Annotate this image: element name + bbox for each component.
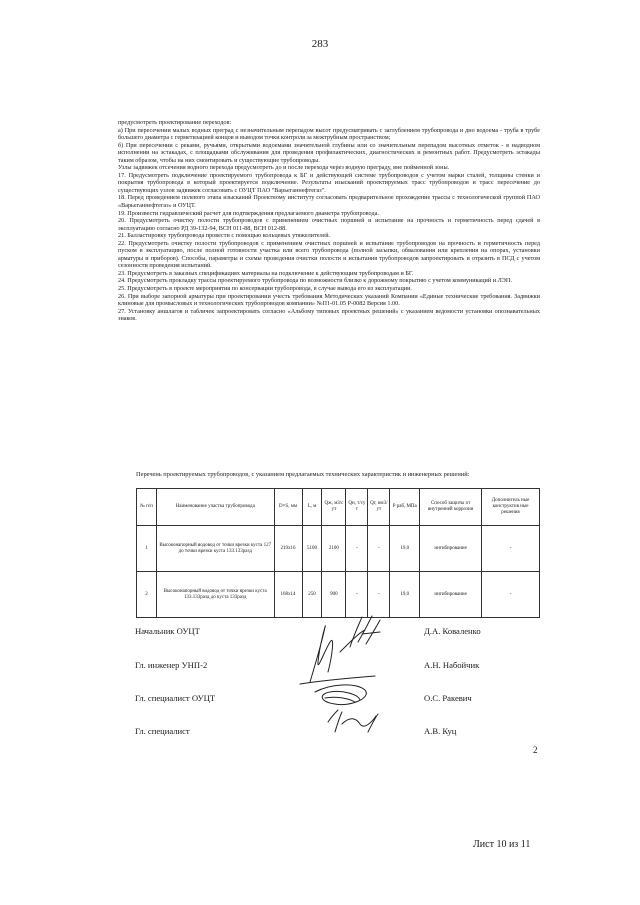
table-cell: ингибирование xyxy=(420,526,482,572)
table-header-row xyxy=(137,489,540,526)
paragraph: предусмотреть проектирование переходов: xyxy=(118,119,232,126)
table-cell: 19,0 xyxy=(390,526,420,572)
table-cell: - xyxy=(346,526,368,572)
signatory-position: Гл. специалист ОУЦТ xyxy=(135,693,216,703)
table-cell: Высоконапорный водовод от точки врезки куста 133.133разд до куста 133разд xyxy=(156,572,274,618)
table-cell: 1 xyxy=(137,526,157,572)
column-header: № п/п xyxy=(137,489,157,526)
page-number: 283 xyxy=(311,38,329,50)
signature-kovalenko xyxy=(300,626,375,684)
signatory-position: Гл. инженер УНП-2 xyxy=(135,660,208,670)
table-cell: 219х16 xyxy=(274,526,302,572)
signature-naboychik xyxy=(350,616,380,647)
paragraph: 23. Предусмотреть в заказных спецификациях материалы на подключение к действующим трубопроводам и БГ. xyxy=(118,269,414,277)
column-header: L, м xyxy=(302,489,322,526)
paragraph: Узлы задвижек отсечения водного перехода предусмотреть до и после перехода через водную преграду, вне пойменной зоны. xyxy=(118,164,450,172)
table-cell: - xyxy=(346,572,368,618)
table-cell: 900 xyxy=(322,572,346,618)
paragraph: а) При пересечении малых водных преград с незначительным перепадом высот предусматривать с заглублением трубопровода и дно водоема - труба в трубе большего диаметра с герметизацией концов и выводом точки контроля за межтрубным пространством; xyxy=(118,126,540,142)
paragraph: 19. Произвести гидравлический расчет для подтверждения предлагаемого диаметра трубопровода. xyxy=(118,209,379,217)
table-row xyxy=(137,526,540,572)
requirements-text xyxy=(118,119,540,323)
paragraph: б) При пересечении с реками, ручьями, открытыми водоемами значительной глубины или со значительным перепадом высотных отметок - в надводном исполнении на эстакадах, с площадками обслуживания для проведения профилактических, диагностических и ремонтных работ. Предусмотреть эстакады таким образом, чтобы на них смонтировать и существующие трубопроводы. xyxy=(118,141,540,164)
paragraph: 20. Предусмотреть очистку полости трубопроводов с применением очистных поршней и испытание на прочность и герметичность перед сдачей в эксплуатацию согласно РД 39-132-94, ВСН 011-88, ВСН 012-88. xyxy=(118,217,540,232)
table-cell: 168х14 xyxy=(274,572,302,618)
table-cell: - xyxy=(368,526,390,572)
sheet-counter: Лист 10 из 11 xyxy=(473,839,531,850)
table-cell: 250 xyxy=(302,572,322,618)
table-cell: 5100 xyxy=(302,526,322,572)
paragraph: 22. Предусмотреть очистку полости трубопроводов с применением очистных поршней и испытание трубопроводов на прочность и герметичность перед пуском в эксплуатацию, после полной готовности участка или всего трубопровода (полной засыпки, обвалования или крепления на опорах, установки арматуры и приборов). Способы, параметры и схемы проведения очистки полости и испытания трубопроводов запроектировать и отразить в ПСД с учетом сезонности проведения испытаний. xyxy=(118,239,540,270)
table-cell: ингибирование xyxy=(420,572,482,618)
column-header: Наименование участка трубопровода xyxy=(156,489,274,526)
table-cell: 19,0 xyxy=(390,572,420,618)
paragraph: 26. При выборе запорной арматуры при проектировании учесть требования Методических указаний Компании «Единые технические требования. Задвижки клиновые для промысловых и технологических трубопроводов компании» №П1-01.05 Р-0082 Версия 1.00. xyxy=(118,292,540,308)
paragraph: 25. Предусмотреть в проекте мероприятия по консервации трубопровода, в случае вывода его из эксплуатации. xyxy=(118,285,412,293)
signature-rakevich xyxy=(315,685,366,705)
signatory-name: А.В. Куц xyxy=(424,726,457,736)
signatory-name: Д.А. Коваленко xyxy=(424,626,481,636)
column-header: Р раб, МПа xyxy=(390,489,420,526)
page-footnote-number: 2 xyxy=(533,745,538,755)
paragraph: 27. Установку аншлагов и табличек запроектировать согласно «Альбому типовых проектных решений» с указанием ведомости установки опознавательных знаков. xyxy=(118,307,540,323)
paragraph: 18. Перед проведением полевого этапа изысканий Проектному институту согласовать предварительное прохождение трассы с технологической группой ПАО «Варьеганнефтегаз» и ОУЦТ. xyxy=(118,194,540,210)
table-cell: - xyxy=(482,526,540,572)
table-cell: Высоконапорный водовод от точки врезки куста 127 до точки врезки куста 133.133разд xyxy=(156,526,274,572)
table-cell: 2100 xyxy=(322,526,346,572)
table-row xyxy=(137,572,540,618)
table-cell: 2 xyxy=(137,572,157,618)
signatory-position: Гл. специалист xyxy=(135,726,190,736)
column-header: Дополнитель ные конструктив ные решения xyxy=(482,489,540,526)
paragraph: 17. Предусмотреть подключение проектируемого трубопровода к БГ и действующей системе трубопроводов с учетом марки сталей, толщины стенки и покрытия трубопровода в который проектируется подключение. Результаты изысканий проектируемых трасс трубопроводов и трасс пересечение до существующих узлов задвижек согласовать с ОУЦТ ПАО "Варьеганнефтегаз". xyxy=(118,171,540,194)
signature-kuts xyxy=(328,710,378,732)
column-header: Qн, т/су т xyxy=(346,489,368,526)
table-cell: - xyxy=(482,572,540,618)
column-header: Qж, м3/с ут xyxy=(322,489,346,526)
signatory-name: А.Н. Набойчик xyxy=(424,660,480,670)
table-cell: - xyxy=(368,572,390,618)
signatory-name: О.С. Ракевич xyxy=(424,693,472,703)
handwritten-signatures xyxy=(280,612,410,747)
table-caption: Перечень проектируемых трубопроводов, с указанием предлагаемых технических характеристик и инженерных решений: xyxy=(136,471,470,478)
column-header: Qг, нм3/ ут xyxy=(368,489,390,526)
column-header: D×S, мм xyxy=(274,489,302,526)
column-header: Способ защиты от внутренней коррозии xyxy=(420,489,482,526)
paragraph: 21. Балластировку трубопровода провести с помощью кольцевых утяжелителей. xyxy=(118,232,331,240)
pipelines-table xyxy=(136,488,540,618)
paragraph: 24. Предусмотреть прокладку трассы проектируемого трубопровода по возможности близко к дорожному покрытию с учетом коммуникаций и ЛЭП. xyxy=(118,277,512,285)
signatory-position: Начальник ОУЦТ xyxy=(135,626,200,636)
